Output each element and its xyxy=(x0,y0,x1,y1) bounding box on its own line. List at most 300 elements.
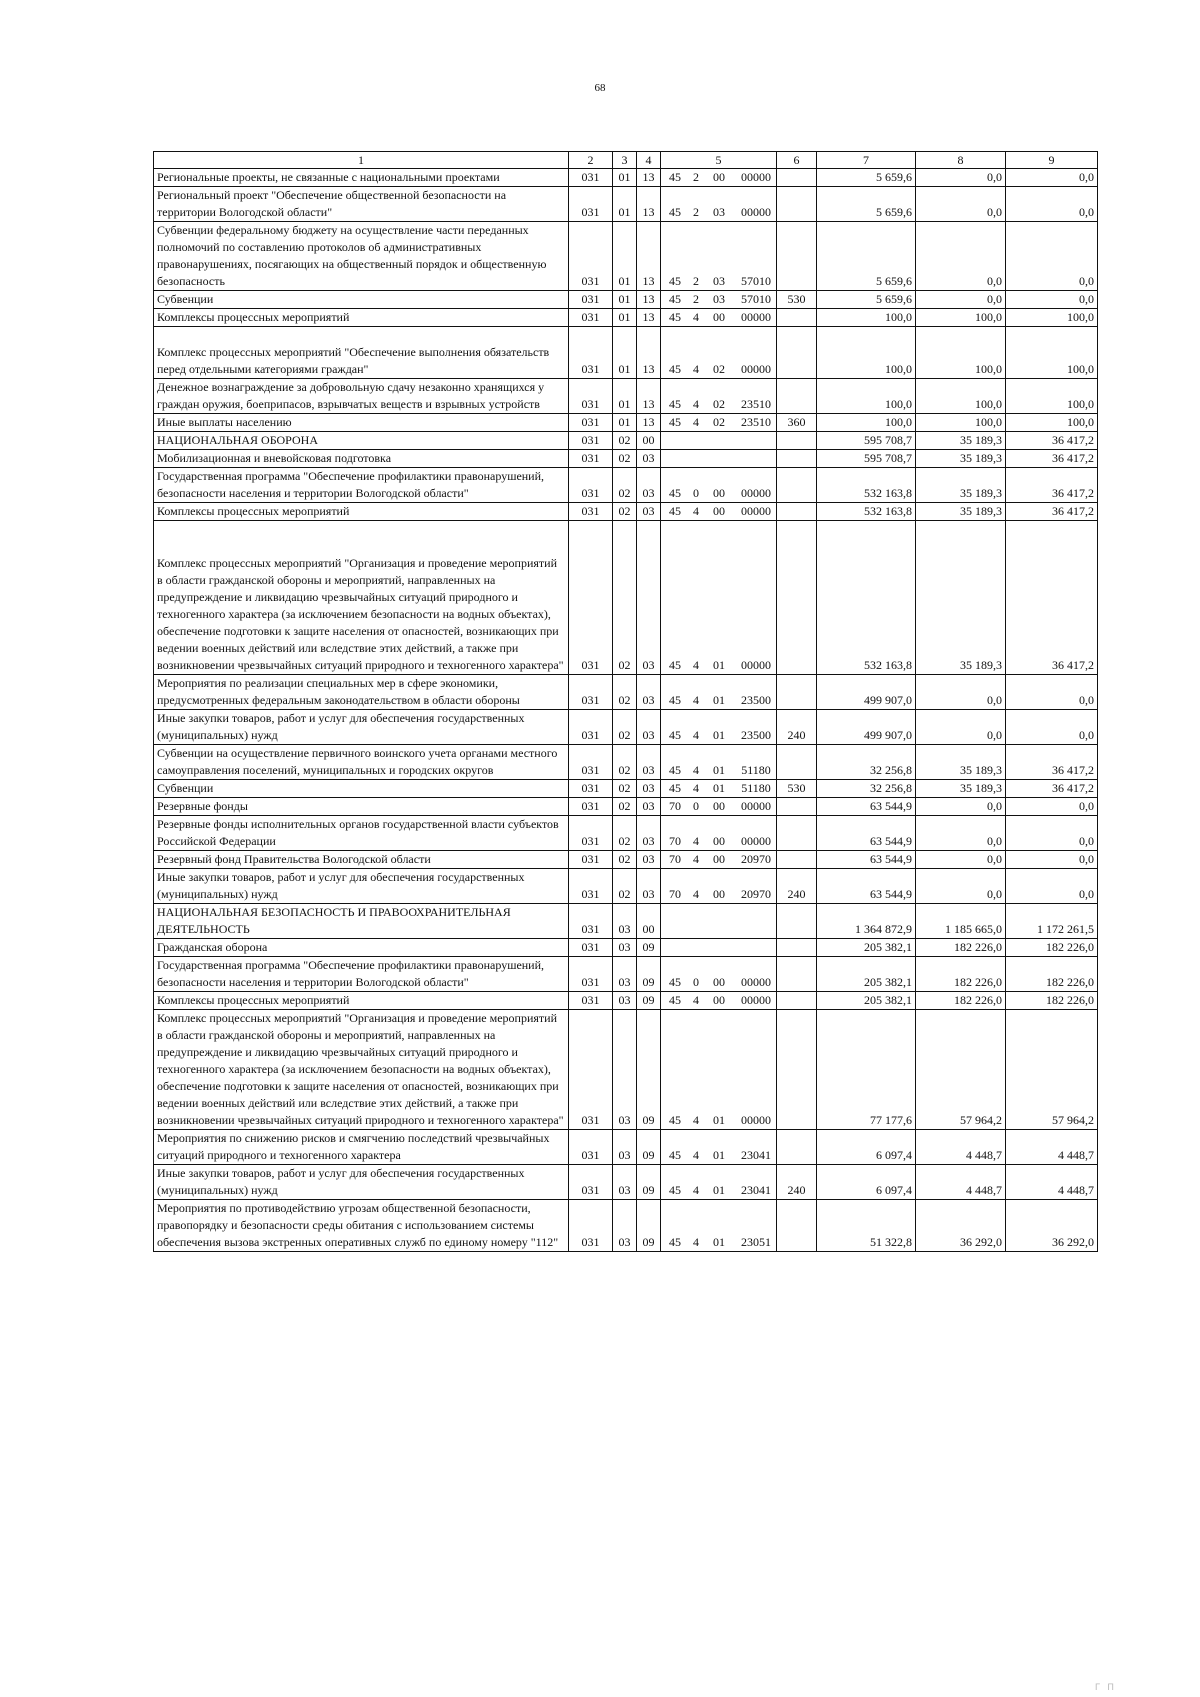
target-article-part: 4 xyxy=(693,693,699,707)
admin-code-cell: 031 xyxy=(569,169,613,187)
target-article-part: 51180 xyxy=(741,781,771,795)
target-article-part: 45 xyxy=(669,1183,681,1197)
admin-code-cell: 031 xyxy=(569,869,613,904)
amount-col9-cell: 100,0 xyxy=(1006,379,1098,414)
section-code-cell: 01 xyxy=(613,327,637,379)
amount-col7-cell: 5 659,6 xyxy=(817,187,916,222)
amount-col7-cell: 595 708,7 xyxy=(817,432,916,450)
target-article-cell xyxy=(661,939,777,957)
target-article-cell xyxy=(661,327,777,379)
row-name-cell: НАЦИОНАЛЬНАЯ ОБОРОНА xyxy=(154,432,569,450)
target-article-cell xyxy=(661,309,777,327)
admin-code-cell: 031 xyxy=(569,1010,613,1130)
admin-code-cell: 031 xyxy=(569,798,613,816)
amount-col8-cell: 0,0 xyxy=(916,816,1006,851)
row-name-cell: Денежное вознаграждение за добровольную сдачу незаконно хранящихся у граждан оружия, боеприпасов, взрывчатых веществ и взрывных устройств xyxy=(154,379,569,414)
amount-col8-cell: 4 448,7 xyxy=(916,1165,1006,1200)
target-article-part: 4 xyxy=(693,415,699,429)
amount-col7-cell: 499 907,0 xyxy=(817,675,916,710)
admin-code-cell: 031 xyxy=(569,851,613,869)
target-article-part: 45 xyxy=(669,486,681,500)
amount-col9-cell: 0,0 xyxy=(1006,869,1098,904)
subsection-code-cell: 03 xyxy=(637,798,661,816)
subsection-code-cell: 03 xyxy=(637,710,661,745)
target-article-cell xyxy=(661,468,777,503)
table-row xyxy=(154,869,1098,904)
amount-col7-cell: 32 256,8 xyxy=(817,780,916,798)
expense-type-cell xyxy=(777,957,817,992)
target-article-part: 2 xyxy=(693,274,699,288)
target-article-part: 00 xyxy=(713,834,725,848)
target-article-part: 23510 xyxy=(741,397,771,411)
header-cell-3: 3 xyxy=(613,152,637,169)
row-name-cell: Иные закупки товаров, работ и услуг для обеспечения государственных (муниципальных) нужд xyxy=(154,710,569,745)
subsection-code-cell: 03 xyxy=(637,468,661,503)
target-article-part: 01 xyxy=(713,693,725,707)
amount-col9-cell: 182 226,0 xyxy=(1006,992,1098,1010)
target-article-cell xyxy=(661,745,777,780)
target-article-part: 45 xyxy=(669,763,681,777)
target-article-cell xyxy=(661,503,777,521)
section-code-cell: 03 xyxy=(613,1010,637,1130)
subsection-code-cell: 03 xyxy=(637,675,661,710)
amount-col9-cell: 36 417,2 xyxy=(1006,780,1098,798)
target-article-part: 01 xyxy=(713,781,725,795)
admin-code-cell: 031 xyxy=(569,816,613,851)
amount-col8-cell: 0,0 xyxy=(916,798,1006,816)
subsection-code-cell: 00 xyxy=(637,432,661,450)
amount-col7-cell: 77 177,6 xyxy=(817,1010,916,1130)
amount-col9-cell: 36 417,2 xyxy=(1006,521,1098,675)
amount-col8-cell: 1 185 665,0 xyxy=(916,904,1006,939)
table-row xyxy=(154,745,1098,780)
subsection-code-cell: 03 xyxy=(637,780,661,798)
target-article-part: 45 xyxy=(669,397,681,411)
amount-col7-cell: 6 097,4 xyxy=(817,1165,916,1200)
row-name-cell: Комплекс процессных мероприятий "Обеспечение выполнения обязательств перед отдельными категориями граждан" xyxy=(154,327,569,379)
target-article-cell xyxy=(661,798,777,816)
target-article-part: 45 xyxy=(669,362,681,376)
amount-col7-cell: 499 907,0 xyxy=(817,710,916,745)
target-article-part: 01 xyxy=(713,1148,725,1162)
amount-col9-cell: 57 964,2 xyxy=(1006,1010,1098,1130)
target-article-cell xyxy=(661,1165,777,1200)
table-row xyxy=(154,379,1098,414)
expense-type-cell: 530 xyxy=(777,291,817,309)
admin-code-cell: 031 xyxy=(569,904,613,939)
amount-col7-cell: 100,0 xyxy=(817,309,916,327)
target-article-cell xyxy=(661,521,777,675)
target-article-part: 4 xyxy=(693,1183,699,1197)
expense-type-cell xyxy=(777,521,817,675)
admin-code-cell: 031 xyxy=(569,675,613,710)
target-article-cell xyxy=(661,851,777,869)
target-article-part: 45 xyxy=(669,205,681,219)
amount-col9-cell: 100,0 xyxy=(1006,327,1098,379)
amount-col7-cell: 100,0 xyxy=(817,327,916,379)
target-article-part: 45 xyxy=(669,728,681,742)
admin-code-cell: 031 xyxy=(569,432,613,450)
target-article-part: 00 xyxy=(713,887,725,901)
target-article-cell xyxy=(661,780,777,798)
target-article-cell xyxy=(661,432,777,450)
target-article-part: 00 xyxy=(713,486,725,500)
row-name-cell: Региональные проекты, не связанные с национальными проектами xyxy=(154,169,569,187)
target-article-part: 00000 xyxy=(741,975,771,989)
target-article-cell xyxy=(661,710,777,745)
admin-code-cell: 031 xyxy=(569,414,613,432)
target-article-part: 23500 xyxy=(741,728,771,742)
target-article-part: 45 xyxy=(669,1148,681,1162)
amount-col9-cell: 36 417,2 xyxy=(1006,450,1098,468)
section-code-cell: 01 xyxy=(613,222,637,291)
section-code-cell: 01 xyxy=(613,187,637,222)
row-name-cell: Мероприятия по реализации специальных мер в сфере экономики, предусмотренных федеральным законодательством в области обороны xyxy=(154,675,569,710)
amount-col9-cell: 0,0 xyxy=(1006,675,1098,710)
target-article-part: 23041 xyxy=(741,1183,771,1197)
amount-col7-cell: 32 256,8 xyxy=(817,745,916,780)
table-row xyxy=(154,851,1098,869)
admin-code-cell: 031 xyxy=(569,957,613,992)
expense-type-cell xyxy=(777,675,817,710)
target-article-part: 02 xyxy=(713,397,725,411)
table-row xyxy=(154,904,1098,939)
page-number: 68 xyxy=(594,82,606,94)
section-code-cell: 01 xyxy=(613,309,637,327)
target-article-part: 00000 xyxy=(741,658,771,672)
target-article-part: 00000 xyxy=(741,993,771,1007)
table-row xyxy=(154,780,1098,798)
target-article-cell xyxy=(661,414,777,432)
amount-col8-cell: 0,0 xyxy=(916,675,1006,710)
target-article-cell xyxy=(661,169,777,187)
section-code-cell: 01 xyxy=(613,414,637,432)
expense-type-cell: 240 xyxy=(777,869,817,904)
target-article-cell xyxy=(661,992,777,1010)
table-row xyxy=(154,169,1098,187)
expense-type-cell xyxy=(777,745,817,780)
section-code-cell: 02 xyxy=(613,780,637,798)
subsection-code-cell: 09 xyxy=(637,1130,661,1165)
admin-code-cell: 031 xyxy=(569,710,613,745)
expense-type-cell: 240 xyxy=(777,1165,817,1200)
subsection-code-cell: 00 xyxy=(637,904,661,939)
target-article-part: 00000 xyxy=(741,486,771,500)
expense-type-cell xyxy=(777,450,817,468)
expense-type-cell xyxy=(777,222,817,291)
target-article-part: 23500 xyxy=(741,693,771,707)
table-row xyxy=(154,1130,1098,1165)
row-name-cell: Иные закупки товаров, работ и услуг для обеспечения государственных (муниципальных) нужд xyxy=(154,869,569,904)
row-name-cell: Мероприятия по противодействию угрозам общественной безопасности, правопорядку и безопасности среды обитания с использованием системы обеспечения вызова экстренных оперативных служб по единому номеру "112" xyxy=(154,1200,569,1252)
expense-type-cell xyxy=(777,904,817,939)
target-article-cell xyxy=(661,222,777,291)
table-row xyxy=(154,187,1098,222)
amount-col8-cell: 0,0 xyxy=(916,291,1006,309)
target-article-part: 00000 xyxy=(741,205,771,219)
amount-col9-cell: 0,0 xyxy=(1006,222,1098,291)
amount-col9-cell: 36 417,2 xyxy=(1006,745,1098,780)
target-article-part: 00000 xyxy=(741,834,771,848)
header-cell-8: 8 xyxy=(916,152,1006,169)
target-article-part: 70 xyxy=(669,887,681,901)
row-name-cell: Мероприятия по снижению рисков и смягчению последствий чрезвычайных ситуаций природного и техногенного характера xyxy=(154,1130,569,1165)
subsection-code-cell: 13 xyxy=(637,414,661,432)
section-code-cell: 02 xyxy=(613,798,637,816)
amount-col7-cell: 51 322,8 xyxy=(817,1200,916,1252)
row-name-cell: Комплексы процессных мероприятий xyxy=(154,309,569,327)
target-article-part: 70 xyxy=(669,834,681,848)
target-article-part: 4 xyxy=(693,1113,699,1127)
row-name-cell: Резервные фонды xyxy=(154,798,569,816)
expense-type-cell: 240 xyxy=(777,710,817,745)
amount-col7-cell: 205 382,1 xyxy=(817,939,916,957)
target-article-part: 45 xyxy=(669,1113,681,1127)
target-article-part: 45 xyxy=(669,693,681,707)
target-article-part: 4 xyxy=(693,887,699,901)
amount-col7-cell: 63 544,9 xyxy=(817,816,916,851)
amount-col8-cell: 0,0 xyxy=(916,222,1006,291)
header-cell-6: 6 xyxy=(777,152,817,169)
amount-col7-cell: 63 544,9 xyxy=(817,851,916,869)
subsection-code-cell: 09 xyxy=(637,957,661,992)
section-code-cell: 02 xyxy=(613,745,637,780)
target-article-part: 23051 xyxy=(741,1235,771,1249)
amount-col7-cell: 532 163,8 xyxy=(817,468,916,503)
target-article-part: 45 xyxy=(669,1235,681,1249)
target-article-part: 4 xyxy=(693,1235,699,1249)
amount-col8-cell: 35 189,3 xyxy=(916,432,1006,450)
amount-col8-cell: 100,0 xyxy=(916,327,1006,379)
amount-col9-cell: 0,0 xyxy=(1006,851,1098,869)
target-article-part: 23041 xyxy=(741,1148,771,1162)
section-code-cell: 03 xyxy=(613,957,637,992)
amount-col7-cell: 532 163,8 xyxy=(817,503,916,521)
header-cell-1: 1 xyxy=(154,152,569,169)
target-article-cell xyxy=(661,450,777,468)
row-name-cell: Иные закупки товаров, работ и услуг для обеспечения государственных (муниципальных) нужд xyxy=(154,1165,569,1200)
section-code-cell: 03 xyxy=(613,1165,637,1200)
target-article-part: 0 xyxy=(693,975,699,989)
target-article-part: 45 xyxy=(669,310,681,324)
admin-code-cell: 031 xyxy=(569,1130,613,1165)
amount-col8-cell: 35 189,3 xyxy=(916,521,1006,675)
row-name-cell: Региональный проект "Обеспечение общественной безопасности на территории Вологодской области" xyxy=(154,187,569,222)
subsection-code-cell: 03 xyxy=(637,521,661,675)
target-article-part: 01 xyxy=(713,658,725,672)
row-name-cell: Резервные фонды исполнительных органов государственной власти субъектов Российской Федерации xyxy=(154,816,569,851)
amount-col7-cell: 1 364 872,9 xyxy=(817,904,916,939)
target-article-part: 45 xyxy=(669,274,681,288)
header-cell-4: 4 xyxy=(637,152,661,169)
target-article-part: 03 xyxy=(713,292,725,306)
subsection-code-cell: 13 xyxy=(637,327,661,379)
expense-type-cell xyxy=(777,939,817,957)
amount-col8-cell: 182 226,0 xyxy=(916,957,1006,992)
amount-col9-cell: 36 417,2 xyxy=(1006,503,1098,521)
section-code-cell: 02 xyxy=(613,675,637,710)
table-row xyxy=(154,1165,1098,1200)
target-article-part: 4 xyxy=(693,834,699,848)
expense-type-cell xyxy=(777,432,817,450)
admin-code-cell: 031 xyxy=(569,450,613,468)
target-article-part: 4 xyxy=(693,993,699,1007)
amount-col7-cell: 5 659,6 xyxy=(817,169,916,187)
amount-col7-cell: 63 544,9 xyxy=(817,869,916,904)
amount-col8-cell: 4 448,7 xyxy=(916,1130,1006,1165)
amount-col9-cell: 36 417,2 xyxy=(1006,432,1098,450)
expense-type-cell xyxy=(777,1010,817,1130)
amount-col7-cell: 100,0 xyxy=(817,379,916,414)
amount-col9-cell: 0,0 xyxy=(1006,169,1098,187)
amount-col8-cell: 35 189,3 xyxy=(916,780,1006,798)
admin-code-cell: 031 xyxy=(569,222,613,291)
target-article-part: 2 xyxy=(693,292,699,306)
subsection-code-cell: 03 xyxy=(637,450,661,468)
target-article-part: 51180 xyxy=(741,763,771,777)
amount-col7-cell: 63 544,9 xyxy=(817,798,916,816)
amount-col9-cell: 182 226,0 xyxy=(1006,957,1098,992)
table-row xyxy=(154,939,1098,957)
row-name-cell: Государственная программа "Обеспечение профилактики правонарушений, безопасности населения и территории Вологодской области" xyxy=(154,957,569,992)
target-article-part: 4 xyxy=(693,310,699,324)
target-article-part: 45 xyxy=(669,170,681,184)
expense-type-cell xyxy=(777,187,817,222)
expense-type-cell xyxy=(777,992,817,1010)
amount-col7-cell: 595 708,7 xyxy=(817,450,916,468)
target-article-part: 57010 xyxy=(741,274,771,288)
target-article-part: 57010 xyxy=(741,292,771,306)
target-article-part: 02 xyxy=(713,415,725,429)
table-row xyxy=(154,450,1098,468)
admin-code-cell: 031 xyxy=(569,745,613,780)
table-row xyxy=(154,309,1098,327)
target-article-part: 4 xyxy=(693,781,699,795)
amount-col8-cell: 0,0 xyxy=(916,851,1006,869)
section-code-cell: 02 xyxy=(613,450,637,468)
target-article-part: 4 xyxy=(693,504,699,518)
section-code-cell: 01 xyxy=(613,379,637,414)
admin-code-cell: 031 xyxy=(569,780,613,798)
target-article-part: 4 xyxy=(693,658,699,672)
amount-col8-cell: 100,0 xyxy=(916,414,1006,432)
target-article-part: 0 xyxy=(693,486,699,500)
target-article-part: 45 xyxy=(669,993,681,1007)
table-row xyxy=(154,816,1098,851)
admin-code-cell: 031 xyxy=(569,291,613,309)
target-article-part: 45 xyxy=(669,781,681,795)
subsection-code-cell: 03 xyxy=(637,503,661,521)
section-code-cell: 01 xyxy=(613,169,637,187)
subsection-code-cell: 09 xyxy=(637,1010,661,1130)
table-row xyxy=(154,432,1098,450)
header-row xyxy=(154,152,1098,169)
target-article-part: 00000 xyxy=(741,1113,771,1127)
amount-col7-cell: 532 163,8 xyxy=(817,521,916,675)
header-cell-2: 2 xyxy=(569,152,613,169)
table-row xyxy=(154,327,1098,379)
row-name-cell: Мобилизационная и вневойсковая подготовка xyxy=(154,450,569,468)
target-article-part: 2 xyxy=(693,205,699,219)
target-article-part: 4 xyxy=(693,362,699,376)
expense-type-cell xyxy=(777,327,817,379)
admin-code-cell: 031 xyxy=(569,327,613,379)
admin-code-cell: 031 xyxy=(569,309,613,327)
amount-col7-cell: 6 097,4 xyxy=(817,1130,916,1165)
target-article-part: 01 xyxy=(713,1235,725,1249)
subsection-code-cell: 13 xyxy=(637,309,661,327)
expense-type-cell xyxy=(777,851,817,869)
table-row xyxy=(154,521,1098,675)
header-cell-5: 5 xyxy=(661,152,777,169)
expense-type-cell xyxy=(777,1200,817,1252)
amount-col9-cell: 36 417,2 xyxy=(1006,468,1098,503)
subsection-code-cell: 13 xyxy=(637,222,661,291)
target-article-part: 0 xyxy=(693,799,699,813)
target-article-part: 4 xyxy=(693,1148,699,1162)
amount-col9-cell: 0,0 xyxy=(1006,710,1098,745)
target-article-part: 20970 xyxy=(741,887,771,901)
target-article-part: 03 xyxy=(713,274,725,288)
section-code-cell: 03 xyxy=(613,939,637,957)
table-row xyxy=(154,675,1098,710)
amount-col9-cell: 0,0 xyxy=(1006,187,1098,222)
subsection-code-cell: 03 xyxy=(637,869,661,904)
target-article-part: 45 xyxy=(669,504,681,518)
target-article-cell xyxy=(661,869,777,904)
target-article-part: 00000 xyxy=(741,170,771,184)
subsection-code-cell: 13 xyxy=(637,291,661,309)
amount-col9-cell: 100,0 xyxy=(1006,309,1098,327)
amount-col8-cell: 35 189,3 xyxy=(916,503,1006,521)
admin-code-cell: 031 xyxy=(569,468,613,503)
target-article-part: 03 xyxy=(713,205,725,219)
admin-code-cell: 031 xyxy=(569,521,613,675)
row-name-cell: Комплексы процессных мероприятий xyxy=(154,503,569,521)
section-code-cell: 03 xyxy=(613,904,637,939)
target-article-part: 00 xyxy=(713,170,725,184)
table-row xyxy=(154,710,1098,745)
target-article-part: 00 xyxy=(713,799,725,813)
section-code-cell: 02 xyxy=(613,432,637,450)
row-name-cell: Субвенции xyxy=(154,291,569,309)
amount-col8-cell: 100,0 xyxy=(916,379,1006,414)
row-name-cell: Комплекс процессных мероприятий "Организация и проведение мероприятий в области гражданской обороны и мероприятий, направленных на предупреждение и ликвидацию чрезвычайных ситуаций природного и техногенного характера (за исключением безопасности на водных объектах), обеспечение подготовки к защите населения от опасностей, возникающих при ведении военных действий или вследствие этих действий, а также при возникновении чрезвычайных ситуаций природного и техногенного характера" xyxy=(154,1010,569,1130)
expense-type-cell xyxy=(777,468,817,503)
header-cell-9: 9 xyxy=(1006,152,1098,169)
row-name-cell: Государственная программа "Обеспечение профилактики правонарушений, безопасности населения и территории Вологодской области" xyxy=(154,468,569,503)
table-row xyxy=(154,468,1098,503)
subsection-code-cell: 09 xyxy=(637,1165,661,1200)
target-article-part: 01 xyxy=(713,1183,725,1197)
table-row xyxy=(154,414,1098,432)
amount-col9-cell: 4 448,7 xyxy=(1006,1165,1098,1200)
admin-code-cell: 031 xyxy=(569,992,613,1010)
amount-col9-cell: 100,0 xyxy=(1006,414,1098,432)
expense-type-cell: 530 xyxy=(777,780,817,798)
amount-col8-cell: 0,0 xyxy=(916,869,1006,904)
table-row xyxy=(154,1010,1098,1130)
amount-col9-cell: 0,0 xyxy=(1006,816,1098,851)
target-article-part: 45 xyxy=(669,415,681,429)
target-article-part: 01 xyxy=(713,1113,725,1127)
target-article-cell xyxy=(661,379,777,414)
section-code-cell: 03 xyxy=(613,1200,637,1252)
admin-code-cell: 031 xyxy=(569,1200,613,1252)
section-code-cell: 03 xyxy=(613,992,637,1010)
budget-table xyxy=(153,151,1098,1252)
row-name-cell: Гражданская оборона xyxy=(154,939,569,957)
